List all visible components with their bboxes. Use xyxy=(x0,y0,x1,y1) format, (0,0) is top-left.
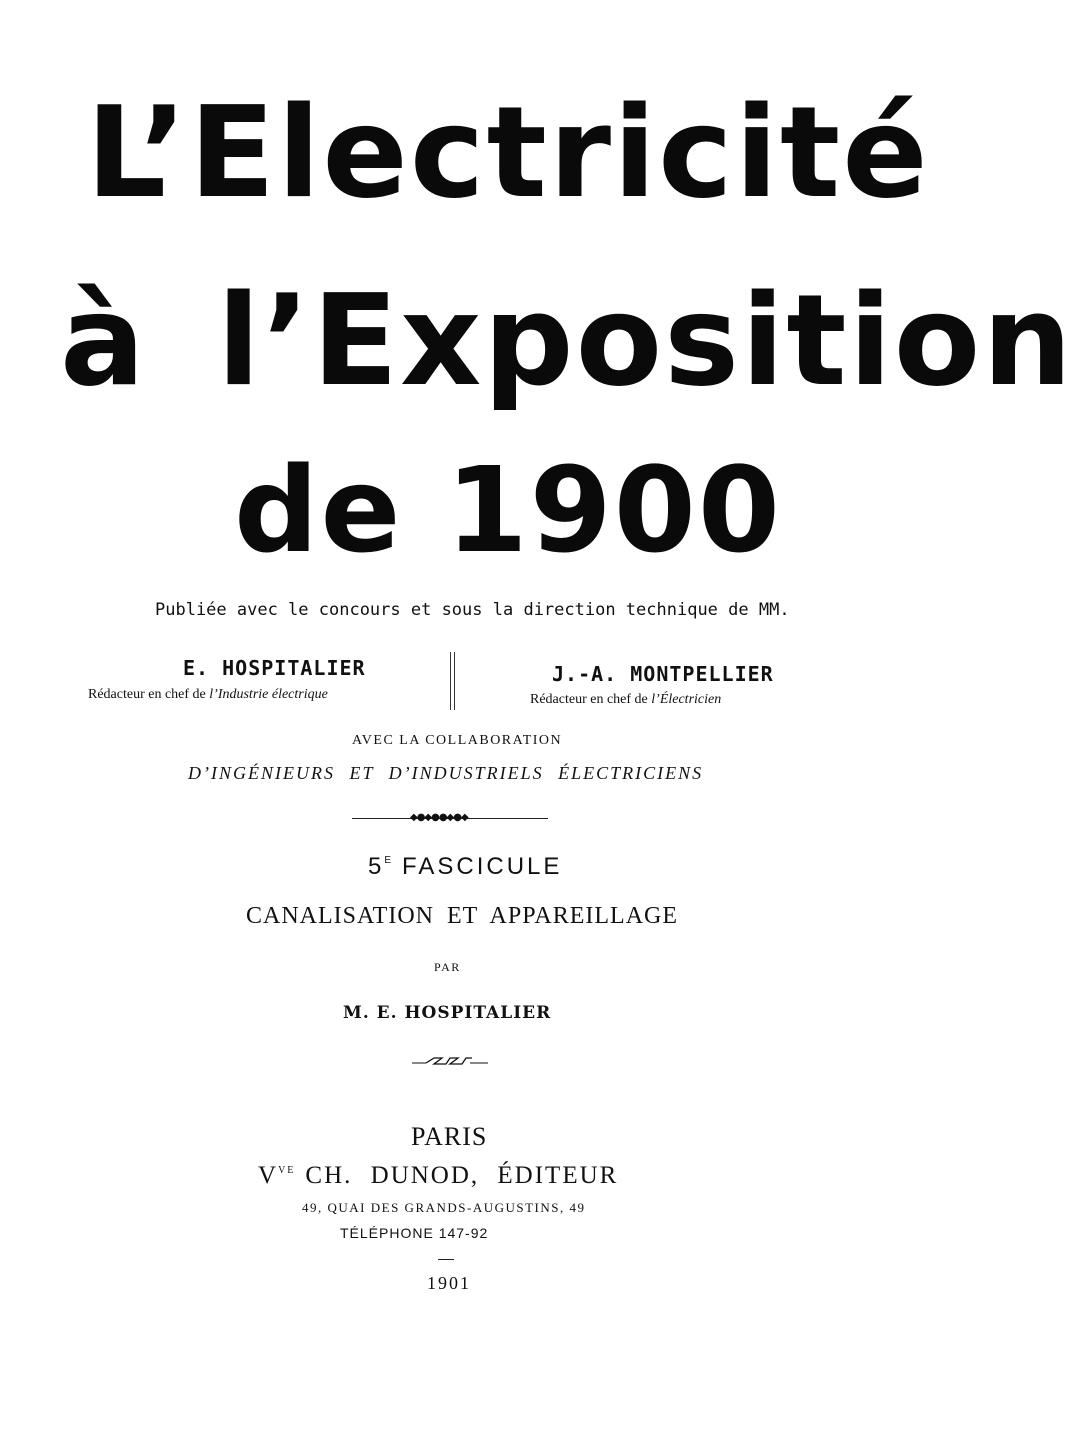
ornament-beads-icon: ◆●◆●●◆●◆ xyxy=(410,812,468,823)
publication-year: 1901 xyxy=(427,1273,471,1293)
director-1-name: E. HOSPITALIER xyxy=(183,656,366,680)
contributors-text: D’INGÉNIEURS ET D’INDUSTRIELS ÉLECTRICIENS xyxy=(188,763,704,783)
collaboration-text: AVEC LA COLLABORATION xyxy=(352,733,563,748)
divider-line-b xyxy=(454,652,455,710)
publisher-phone: TÉLÉPHONE 147-92 xyxy=(340,1225,489,1241)
divider-line-a xyxy=(450,652,451,710)
publisher-prefix: V xyxy=(258,1162,279,1189)
title-line-2-a: à xyxy=(60,267,148,414)
fascicule-heading xyxy=(368,853,562,881)
director-2-role-prefix: Rédacteur en chef de xyxy=(530,692,652,707)
topic-title: CANALISATION ET APPAREILLAGE xyxy=(246,903,679,929)
publisher-name: CH. DUNOD, ÉDITEUR xyxy=(305,1162,619,1189)
fascicule-number: 5 xyxy=(368,853,385,880)
flourish-ornament-icon xyxy=(412,1054,488,1068)
subtitle: Publiée avec le concours et sous la direction technique de MM. xyxy=(155,600,790,620)
author-name: M. E. HOSPITALIER xyxy=(343,1003,552,1023)
title-line-1: L’Electricité xyxy=(86,79,930,226)
fascicule-superscript: E xyxy=(384,855,395,866)
director-1-role-prefix: Rédacteur en chef de xyxy=(88,687,210,702)
publisher-address: 49, QUAI DES GRANDS-AUGUSTINS, 49 xyxy=(302,1200,586,1215)
director-2-role xyxy=(530,692,721,708)
publisher-city: PARIS xyxy=(411,1122,488,1151)
director-2-name: J.-A. MONTPELLIER xyxy=(552,662,774,686)
by-text: PAR xyxy=(434,960,461,974)
title-line-2-b: l’Exposition xyxy=(217,267,1074,414)
publisher-line xyxy=(258,1162,618,1190)
fascicule-label: FASCICULE xyxy=(402,853,563,880)
director-1-journal: l’Industrie électrique xyxy=(209,687,328,702)
director-1-role xyxy=(88,687,328,703)
title-line-2 xyxy=(60,266,1074,416)
short-rule xyxy=(438,1259,454,1260)
publisher-prefix-sup: VE xyxy=(278,1165,296,1176)
director-2-journal: l’Électricien xyxy=(651,692,722,707)
title-line-3: de 1900 xyxy=(234,441,782,579)
